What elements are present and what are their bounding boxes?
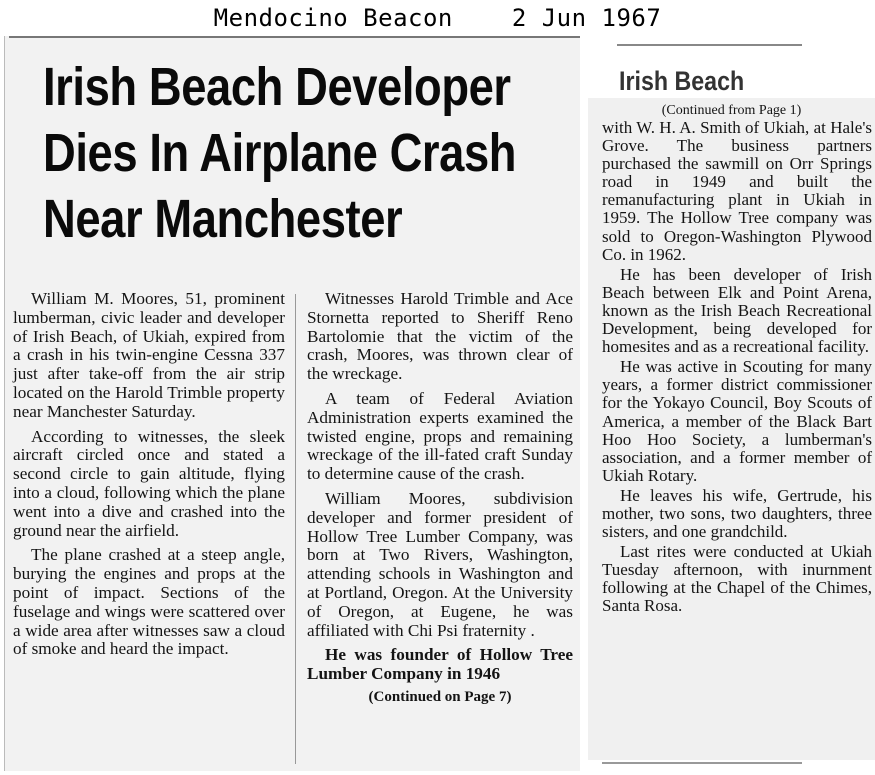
continued-on-note: (Continued on Page 7) xyxy=(368,688,512,705)
continuation-column xyxy=(602,119,872,618)
headline-line-2: Dies In Airplane Crash xyxy=(43,123,517,183)
article-column-2 xyxy=(307,290,573,713)
article-headline xyxy=(43,54,517,252)
body-paragraph: The plane crashed at a steep angle, burying the engines and props at the point of impact. Sections of the fuselage and wings were scattered over a wide area after witnesses saw a cloud of smoke and heard the impact. xyxy=(13,545,285,659)
article-column-1 xyxy=(13,290,285,665)
continuation-paragraph: with W. H. A. Smith of Ukiah, at Hale's Grove. The business partners purchased the sawmill on Orr Springs road in 1949 and built the remanufacturing plant in Ukiah in 1959. The Hollow Tree company was sold to Oregon-Washington Plywood Co. in 1962. xyxy=(602,118,872,264)
continuation-title: Irish Beach xyxy=(619,66,745,96)
body-paragraph: Witnesses Harold Trimble and Ace Stornetta reported to Sheriff Reno Bartolomie that the victim of the crash, Moores, was thrown clear of the wreckage. xyxy=(307,289,573,384)
body-paragraph: He was founder of Hollow Tree Lumber Company in 1946 xyxy=(307,645,573,684)
top-rule xyxy=(9,36,580,38)
continued-from-note: (Continued from Page 1) xyxy=(661,103,802,118)
headline-line-1: Irish Beach Developer xyxy=(43,57,511,117)
headline-line-3: Near Manchester xyxy=(43,189,403,249)
column-divider xyxy=(295,294,296,764)
continuation-paragraph: He has been developer of Irish Beach between Elk and Point Arena, known as the Irish Beach Recreational Development, being developed for homesites and as a recreational facility. xyxy=(602,264,872,357)
body-paragraph: According to witnesses, the sleek aircraft circled once and stated a second circle to gain altitude, flying into a cloud, following which the plane went into a dive and crashed into the ground near the airfield. xyxy=(13,426,285,540)
main-article-clipping xyxy=(4,36,580,771)
continuation-paragraph: He was active in Scouting for many years, a former district commissioner for the Yokayo Council, Boy Scouts of America, a member of the Black Bart Hoo Hoo Society, a lumberman's association, and a former member of Ukiah Rotary. xyxy=(602,357,872,485)
body-paragraph: A team of Federal Aviation Administration experts examined the twisted engine, props and remaining wreckage of the ill-fated craft Sunday to determine cause of the crash. xyxy=(307,388,573,484)
body-paragraph: William M. Moores, 51, prominent lumberman, civic leader and developer of Irish Beach, of Ukiah, expired from a crash in his twin-engine Cessna 337 just after take-off from the air strip located on the Harold Trimble property near Manchester Saturday. xyxy=(13,289,285,421)
continuation-bottom-rule xyxy=(602,762,802,764)
continuation-top-rule xyxy=(617,44,802,46)
publication-date: 2 Jun 1967 xyxy=(511,4,662,32)
clipping-source-caption xyxy=(0,4,875,32)
continuation-paragraph: He leaves his wife, Gertrude, his mother, two sons, two daughters, three sisters, and one grandchild. xyxy=(602,485,872,542)
publication-name: Mendocino Beacon xyxy=(213,4,453,32)
continuation-paragraph: Last rites were conducted at Ukiah Tuesday afternoon, with inurnment following at the Chapel of the Chimes, Santa Rosa. xyxy=(602,542,872,616)
body-paragraph: William Moores, subdivision developer and former president of Hollow Tree Lumber Company, was born at Two Rivers, Washington, attending schools in Washington and at Portland, Oregon. At the University of Oregon, at Eugene, he was affiliated with Chi Psi fraternity . xyxy=(307,488,573,640)
